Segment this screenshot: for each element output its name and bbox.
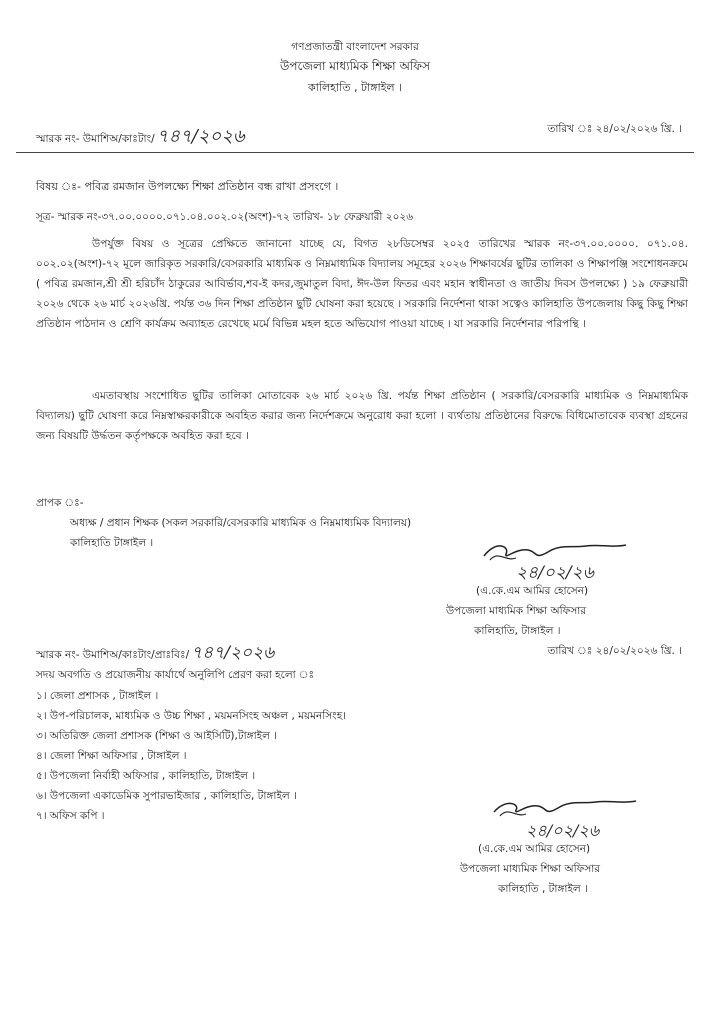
memo-date: তারিখ ঃ ২৪/০২/২০২৬ খ্রি. ।: [547, 123, 682, 135]
body-paragraph-2: এমতাবস্থায় সংশোধিত ছুটির তালিকা মোতাবেক ২৬ মার্চ ২০২৬ খ্রি. পর্যন্ত শিক্ষা প্রতিষ্ঠান ( সরকারি/বেসরকারি মাধ্যমিক ও নিম্নমাধ্যমিক বিদ্যালয়) ছুটি ঘোষণা করে নিম্নস্বাক্ষরকারীকে অবহিত করার জন্য নির্দেশক্রমে অনুরোধ করা হলো । ব্যর্থতায় প্রতিষ্ঠানের বিরুদ্ধে বিধিমোতাবেক ব্যবস্থা গ্রহনের জন্য বিষয়টি উর্দ্ধতন কর্তৃপক্ষকে অবহিত করা হবে ।: [36, 390, 688, 442]
recipient-line-2: কালিহাতি টাঙ্গাইল ।: [70, 537, 154, 549]
signatory-title: উপজেলা মাধ্যমিক শিক্ষা অফিসার: [446, 605, 587, 617]
copy-intro: সদয় অবগতি ও প্রয়োজনীয় কার্যার্থে অনুলিপি প্রেরণ করা হলো ঃ: [36, 669, 315, 681]
signatory-location: কালিহাতি, টাঙ্গাইল ।: [474, 625, 561, 637]
memo-reference: [36, 122, 245, 153]
letterhead-government: গণপ্রজাতন্ত্রী বাংলাদেশ সরকার: [291, 41, 419, 53]
copy-list-item: ৬। উপজেলা একাডেমিক সুপারভাইজার , কালিহাতি, টাঙ্গাইল ।: [36, 790, 297, 802]
copy-list-item: ৭। অফিস কপি ।: [36, 810, 105, 822]
signatory-2-title: উপজেলা মাধ্যমিক শিক্ষা অফিসার: [460, 863, 601, 875]
source-reference: সূত্র- স্মারক নং-৩৭.০০.০০০০.০৭১.০৪.০০২.০২(অংশ)-৭২ তারিখ- ১৮ ফেব্রুয়ারী ২০২৬: [36, 211, 414, 223]
signatory-name: (এ.কে.এম আমির হোসেন): [476, 585, 589, 597]
copy-list-item: ৫। উপজেলা নির্বাহী অফিসার , কালিহাতি, টাঙ্গাইল ।: [36, 770, 256, 782]
recipient-label: প্রাপক ঃ-: [36, 497, 84, 509]
signature-handwritten-date: ২৪/০২/২৬: [516, 563, 594, 583]
copy-memo-reference-label: স্মারক নং- উমাশিঅ/কাঃটাং/প্রাঃবিঃ/: [36, 649, 190, 661]
signatory-2-name: (এ.কে.এম আমির হোসেন): [478, 843, 591, 855]
signatory-2-location: কালিহাতি , টাঙ্গাইল ।: [498, 883, 588, 895]
copy-list-item: ১। জেলা প্রশাসক , টাঙ্গাইল ।: [36, 690, 159, 702]
divider: [16, 152, 694, 153]
copy-memo-reference: [36, 640, 274, 668]
memo-reference-label: স্মারক নং- উমাশিঅ/কাঃটাং/: [36, 133, 155, 145]
copy-memo-date: তারিখ ঃ ২৪/০২/২০২৬ খ্রি. ।: [547, 645, 682, 657]
copy-memo-reference-handwritten: ৭৪৭/২০২৬: [191, 643, 275, 663]
copy-list-item: ২। উপ-পরিচালক, মাধ্যমিক ও উচ্চ শিক্ষা , ময়মনসিংহ অঞ্চল , ময়মনসিংহ।: [36, 710, 346, 722]
signature-2-handwritten-date: ২৪/০২/২৬: [526, 821, 600, 840]
subject-line: বিষয় ঃ- পবিত্র রমজান উপলক্ষ্যে শিক্ষা প্রতিষ্ঠান বন্ধ রাখা প্রসংগে ।: [36, 180, 339, 193]
body-paragraph-1: উপর্যুক্ত বিষয় ও সূত্রের প্রেক্ষিতে জানানো যাচ্ছে যে, বিগত ২৮ডিসেম্বর ২০২৫ তারিখের স্মারক নং-৩৭.০০.০০০০. ০৭১.০৪. ০০২.০২(অংশ)-৭২ মূলে জারিকৃত সরকারি/বেসরকারি মাধ্যমিক ও নিম্নমাধ্যমিক বিদ্যালয় সমূহের ২০২৬ শিক্ষাবর্ষের ছুটির তালিকা ও শিক্ষাপঞ্জি সংশোধনক্রমে ( পবিত্র রমজান,শ্রী শ্রী হরিচাঁদ ঠাকুরের আবির্ভাব,শব-ই কদর,জুমাতুল বিদা, ঈদ-উল ফিতর এবং মহান স্বাধীনতা ও জাতীয় দিবস উপলক্ষ্যে ) ১৯ ফেব্রুয়ারী ২০২৬ থেকে ২৬ মার্চ ২০২৬খ্রি. পর্যন্ত ৩৬ দিন শিক্ষা প্রতিষ্ঠান ছুটি ঘোষনা করা হয়েছে । সরকারি নির্দেশনা থাকা সত্বেও কালিহাতি উপজেলায় কিছু কিছু শিক্ষা প্রতিষ্ঠান পাঠদান ও শ্রেণি কার্যক্রম অব্যাহত রেখেছে মর্মে বিভিন্ন মহল হতে অভিযোগ পাওয়া যাচ্ছে । যা সরকারি নির্দেশনার পরিপন্থি ।: [36, 238, 688, 330]
copy-list-item: ৪। জেলা শিক্ষা অফিসার , টাঙ্গাইল ।: [36, 750, 187, 762]
letterhead-office: উপজেলা মাধ্যমিক শিক্ষা অফিস: [279, 59, 430, 73]
copy-list: [36, 686, 346, 826]
letterhead-location: কালিহাতি , টাঙ্গাইল ।: [307, 81, 403, 94]
copy-list-item: ৩। অতিরিক্ত জেলা প্রশাসক (শিক্ষা ও আইসিটি),টাঙ্গাইল ।: [36, 730, 278, 742]
memo-reference-handwritten: ৭৪৭/২০২৬: [156, 126, 245, 147]
recipient-line-1: অধ্যক্ষ / প্রধান শিক্ষক (সকল সরকারি/বেসরকারি মাধ্যমিক ও নিম্নমাধ্যমিক বিদ্যালয়): [70, 517, 412, 529]
